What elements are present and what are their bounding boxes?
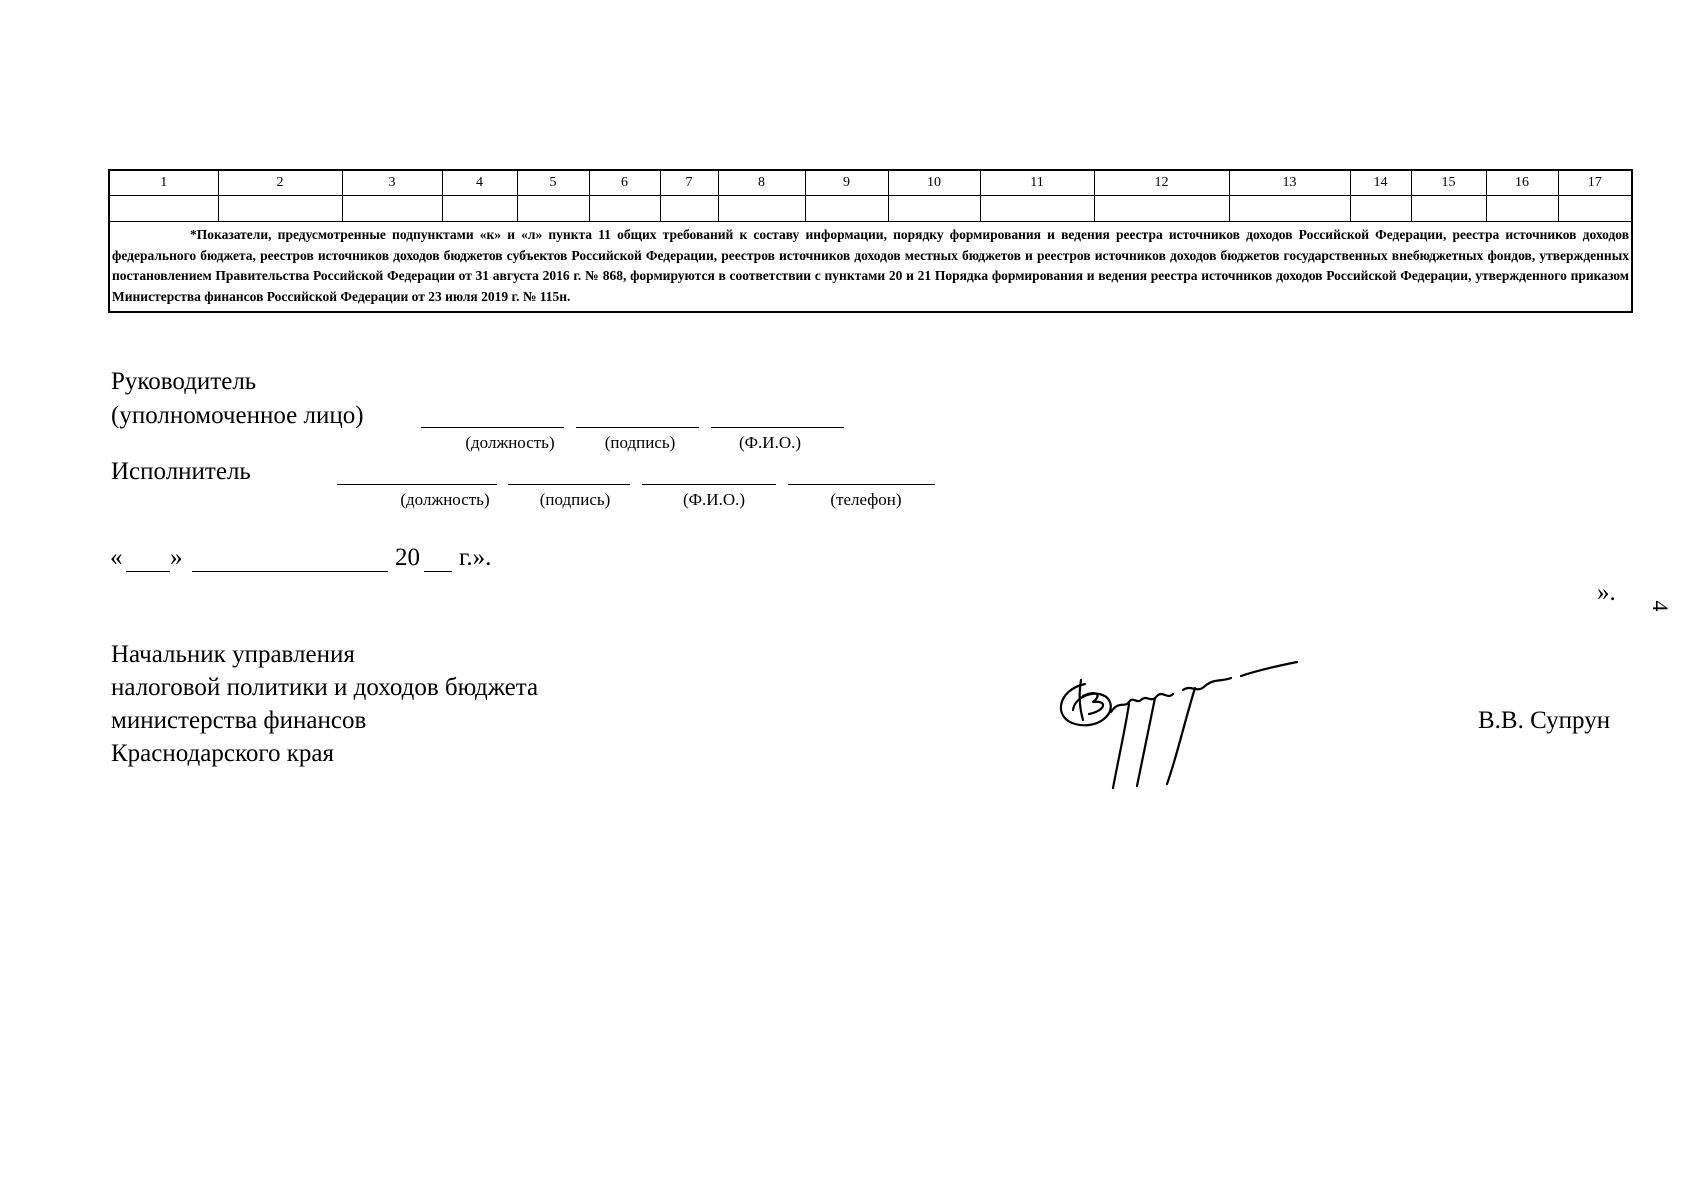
official-title-line: Начальник управления	[111, 641, 355, 668]
date-year-prefix: 20	[395, 544, 420, 571]
table-cell	[1486, 196, 1558, 222]
column-number: 8	[718, 170, 805, 196]
closing-quote: ».	[1597, 579, 1616, 606]
full-name-signature-line	[711, 427, 844, 428]
signature-line	[576, 427, 699, 428]
authorized-person-label: (уполномоченное лицо)	[111, 402, 364, 429]
table-cell	[109, 196, 218, 222]
date-close-quote: »	[170, 544, 183, 571]
executor-signature-caption: (подпись)	[539, 490, 611, 509]
table-cell	[718, 196, 805, 222]
column-number: 14	[1350, 170, 1411, 196]
column-number: 9	[805, 170, 888, 196]
table-cell	[980, 196, 1094, 222]
table-cell	[218, 196, 342, 222]
head-label: Руководитель	[111, 368, 257, 395]
column-number: 3	[342, 170, 442, 196]
column-number: 5	[517, 170, 589, 196]
column-number: 7	[660, 170, 718, 196]
table-cell	[342, 196, 442, 222]
official-title-line: налоговой политики и доходов бюджета	[111, 674, 539, 701]
date-year-line	[424, 571, 452, 572]
table-cell	[660, 196, 718, 222]
executor-signature-line	[508, 484, 630, 485]
table-cell	[1094, 196, 1229, 222]
footnote-cell	[109, 222, 1632, 313]
revenue-sources-table	[108, 169, 1633, 313]
official-title-line: министерства финансов	[111, 707, 367, 734]
table-cell	[1411, 196, 1486, 222]
table-cell	[805, 196, 888, 222]
executor-phone-caption: (телефон)	[830, 490, 902, 509]
column-number: 11	[980, 170, 1094, 196]
table-cell	[1229, 196, 1350, 222]
column-number: 12	[1094, 170, 1229, 196]
column-number: 10	[888, 170, 980, 196]
handwritten-signature	[1045, 660, 1335, 795]
date-open-quote: «	[110, 544, 123, 571]
executor-name-line	[642, 484, 776, 485]
executor-position-caption: (должность)	[400, 490, 490, 509]
full-name-caption: (Ф.И.О.)	[738, 433, 802, 452]
column-number: 15	[1411, 170, 1486, 196]
table-cell	[888, 196, 980, 222]
table-row	[109, 196, 1632, 222]
official-name: В.В. Супрун	[1478, 707, 1611, 734]
date-year-suffix: г.».	[459, 544, 492, 571]
position-caption: (должность)	[465, 433, 555, 452]
date-month-line	[192, 571, 388, 572]
table-footnote-row	[109, 222, 1632, 313]
column-number: 2	[218, 170, 342, 196]
footnote-text: *Показатели, предусмотренные подпунктами «к» и «л» пункта 11 общих требований к составу информации, порядку формирования и ведения реестра источников доходов Российской Федерации, реестра источников доходов федерального бюджета, реестров источников доходов бюджетов субъектов Российской Федерации, реестров источников доходов местных бюджетов и реестров источников доходов бюджетов государственных внебюджетных фондов, утвержденных постановлением Правительства Российской Федерации от 31 августа 2016 г. № 868, формируются в соответствии с пунктами 20 и 21 Порядка формирования и ведения реестра источников доходов Российской Федерации, утвержденного приказом Министерства финансов Российской Федерации от 23 июля 2019 г. № 115н.	[112, 227, 1629, 304]
table-cell	[1558, 196, 1632, 222]
official-title-line: Краснодарского края	[111, 740, 334, 767]
position-signature-line	[421, 427, 564, 428]
table-cell	[517, 196, 589, 222]
column-number: 6	[589, 170, 660, 196]
executor-name-caption: (Ф.И.О.)	[682, 490, 746, 509]
executor-position-line	[337, 484, 497, 485]
executor-label: Исполнитель	[111, 458, 251, 485]
table-cell	[589, 196, 660, 222]
table-cell	[1350, 196, 1411, 222]
table-cell	[442, 196, 517, 222]
date-day-line	[126, 571, 170, 572]
table-header-row	[109, 170, 1632, 196]
column-number: 16	[1486, 170, 1558, 196]
signature-caption: (подпись)	[604, 433, 676, 452]
signature-initial: В	[1089, 710, 1090, 711]
page-number: 4	[1648, 600, 1673, 612]
column-number: 13	[1229, 170, 1350, 196]
column-number: 17	[1558, 170, 1632, 196]
column-number: 4	[442, 170, 517, 196]
executor-phone-line	[788, 484, 935, 485]
column-number: 1	[109, 170, 218, 196]
